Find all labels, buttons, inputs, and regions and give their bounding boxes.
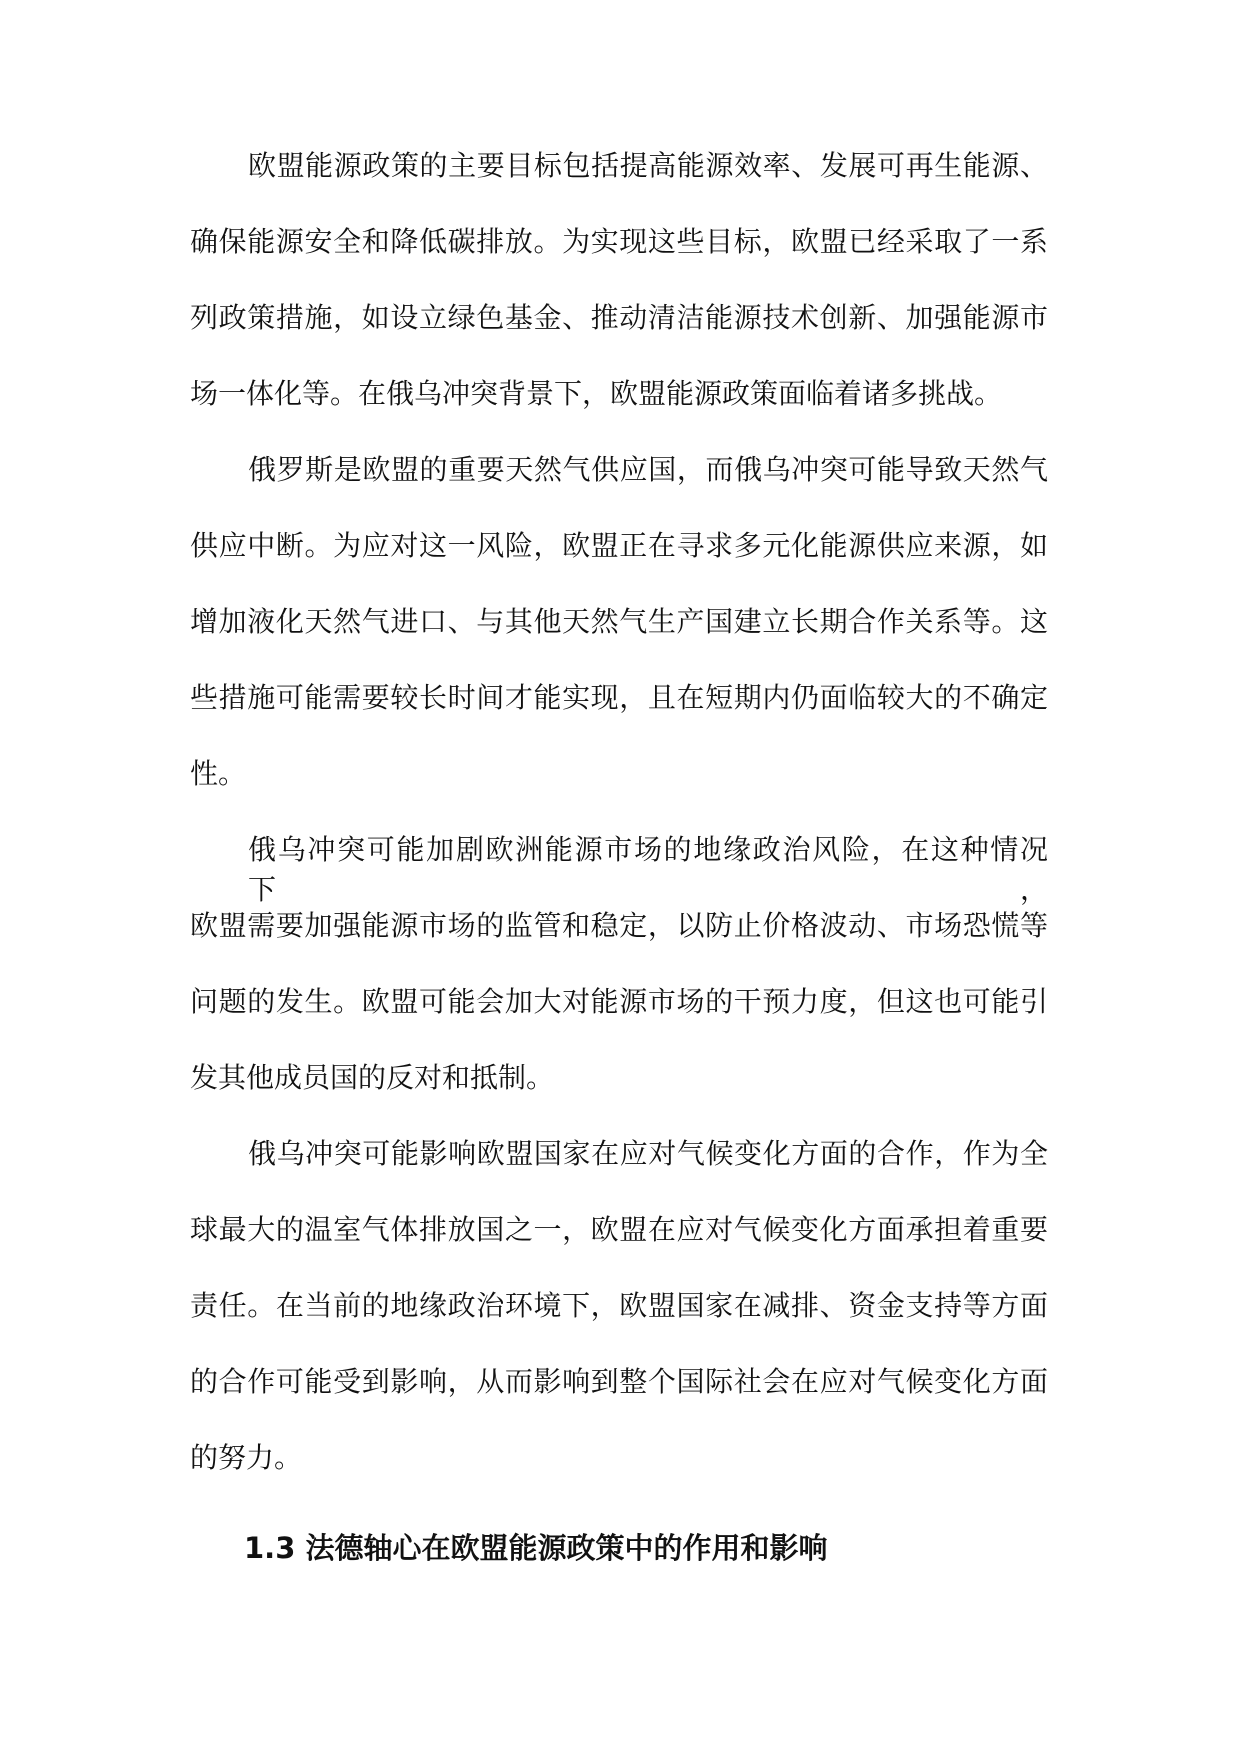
- paragraph-4-line-5: 的努力。: [190, 1441, 303, 1474]
- paragraph-4-line-4: 的合作可能受到影响，从而影响到整个国际社会在应对气候变化方面: [190, 1365, 1048, 1398]
- paragraph-1-line-3: 列政策措施，如设立绿色基金、推动清洁能源技术创新、加强能源市: [190, 301, 1048, 334]
- paragraph-3-line-4: 发其他成员国的反对和抵制。: [190, 1061, 555, 1094]
- paragraph-4-line-3: 责任。在当前的地缘政治环境下，欧盟国家在减排、资金支持等方面: [190, 1289, 1048, 1322]
- paragraph-2-line-3: 增加液化天然气进口、与其他天然气生产国建立长期合作关系等。这: [190, 605, 1048, 638]
- paragraph-3-line-1: 俄乌冲突可能加剧欧洲能源市场的地缘政治风险，在这种情况下，: [248, 833, 1048, 906]
- paragraph-4-line-1: 俄乌冲突可能影响欧盟国家在应对气候变化方面的合作，作为全: [248, 1137, 1048, 1170]
- section-heading: 1.3 法德轴心在欧盟能源政策中的作用和影响: [244, 1531, 828, 1565]
- paragraph-3-line-2: 欧盟需要加强能源市场的监管和稳定，以防止价格波动、市场恐慌等: [190, 909, 1048, 942]
- paragraph-2-line-2: 供应中断。为应对这一风险，欧盟正在寻求多元化能源供应来源，如: [190, 529, 1048, 562]
- paragraph-3-line-3: 问题的发生。欧盟可能会加大对能源市场的干预力度，但这也可能引: [190, 985, 1048, 1018]
- paragraph-2-line-5: 性。: [190, 757, 247, 790]
- paragraph-4-line-2: 球最大的温室气体排放国之一，欧盟在应对气候变化方面承担着重要: [190, 1213, 1048, 1246]
- paragraph-1-line-4: 场一体化等。在俄乌冲突背景下，欧盟能源政策面临着诸多挑战。: [190, 377, 1003, 410]
- paragraph-1-line-1: 欧盟能源政策的主要目标包括提高能源效率、发展可再生能源、: [248, 149, 1048, 182]
- paragraph-2-line-1: 俄罗斯是欧盟的重要天然气供应国，而俄乌冲突可能导致天然气: [248, 453, 1048, 486]
- paragraph-1-line-2: 确保能源安全和降低碳排放。为实现这些目标，欧盟已经采取了一系: [190, 225, 1048, 258]
- paragraph-2-line-4: 些措施可能需要较长时间才能实现，且在短期内仍面临较大的不确定: [190, 681, 1048, 714]
